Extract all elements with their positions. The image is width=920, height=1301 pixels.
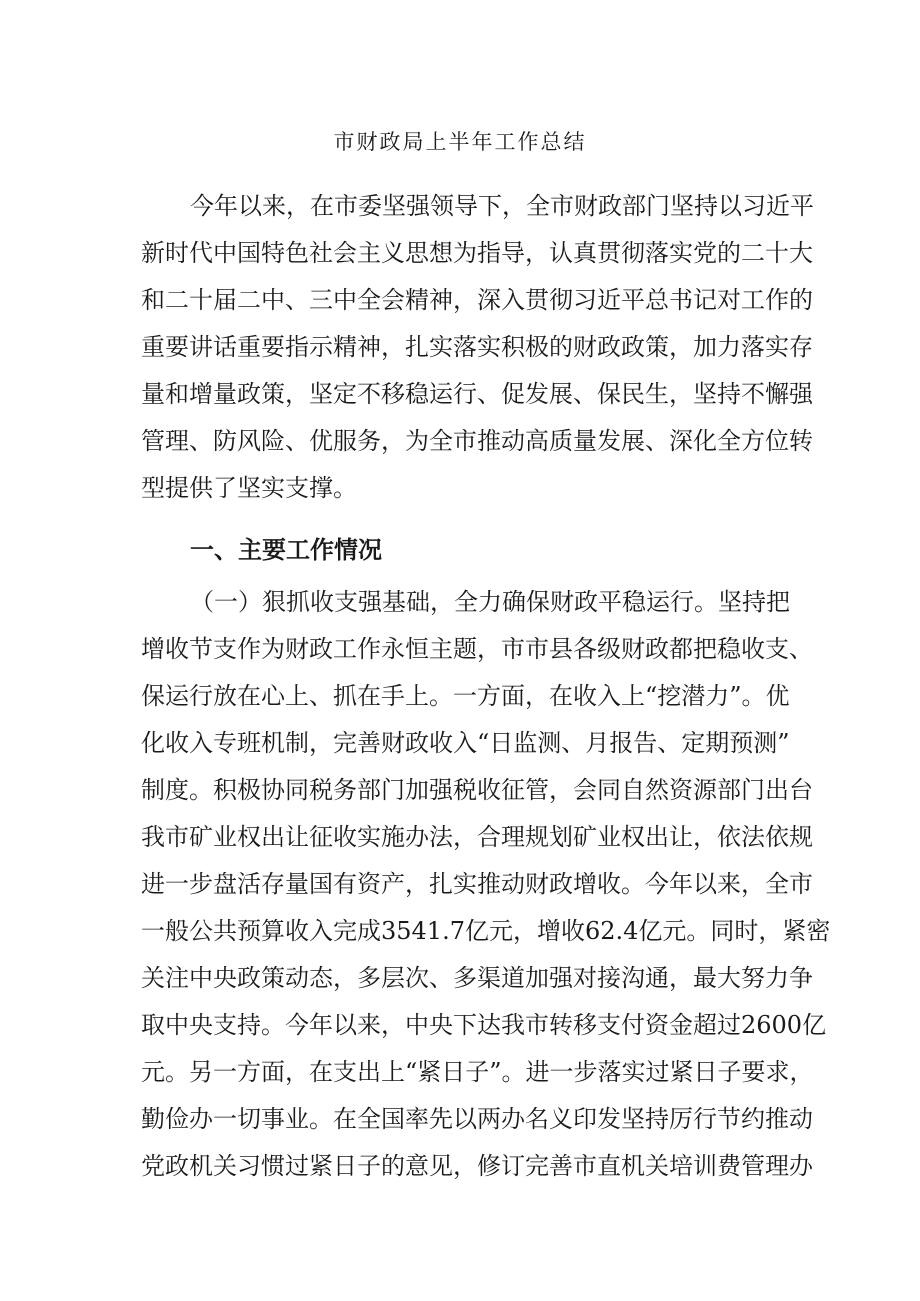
body-line: 关注中央政策动态，多层次、多渠道加强对接沟通，最大努力争 <box>141 964 813 992</box>
body-line: 化收入专班机制，完善财政收入“日监测、月报告、定期预测” <box>141 729 790 757</box>
body-line: 进一步盘活存量国有资产，扎实推动财政增收。今年以来，全市 <box>141 870 813 898</box>
body-line: 元。另一方面，在支出上“紧日子”。进一步落实过紧日子要求， <box>141 1058 814 1086</box>
body-line: 型提供了坚实支撑。 <box>141 474 357 502</box>
body-line: 新时代中国特色社会主义思想为指导，认真贯彻落实党的二十大 <box>141 239 813 267</box>
body-line: （一）狠抓收支强基础，全力确保财政平稳运行。坚持把 <box>190 588 790 616</box>
body-line: 取中央支持。今年以来，中央下达我市转移支付资金超过2600亿 <box>141 1011 827 1039</box>
body-line: 制度。积极协同税务部门加强税收征管，会同自然资源部门出台 <box>141 776 813 804</box>
document-title: 市财政局上半年工作总结 <box>333 130 587 154</box>
body-line: 党政机关习惯过紧日子的意见，修订完善市直机关培训费管理办 <box>141 1152 813 1180</box>
body-line: 一般公共预算收入完成3541.7亿元，增收62.4亿元。同时，紧密 <box>141 917 831 945</box>
body-line: 和二十届二中、三中全会精神，深入贯彻习近平总书记对工作的 <box>141 286 813 314</box>
body-line: 管理、防风险、优服务，为全市推动高质量发展、深化全方位转 <box>141 427 813 455</box>
body-line: 勤俭办一切事业。在全国率先以两办名义印发坚持厉行节约推动 <box>141 1105 813 1133</box>
section-heading: 一、主要工作情况 <box>190 536 382 564</box>
body-line: 重要讲话重要指示精神，扎实落实积极的财政政策，加力落实存 <box>141 333 813 361</box>
body-line: 增收节支作为财政工作永恒主题，市市县各级财政都把稳收支、 <box>141 635 813 663</box>
body-line: 量和增量政策，坚定不移稳运行、促发展、保民生，坚持不懈强 <box>141 380 813 408</box>
body-line: 保运行放在心上、抓在手上。一方面，在收入上“挖潜力”。优 <box>141 682 790 710</box>
body-line: 我市矿业权出让征收实施办法，合理规划矿业权出让，依法依规 <box>141 823 813 851</box>
body-line: 今年以来，在市委坚强领导下，全市财政部门坚持以习近平 <box>190 192 814 220</box>
